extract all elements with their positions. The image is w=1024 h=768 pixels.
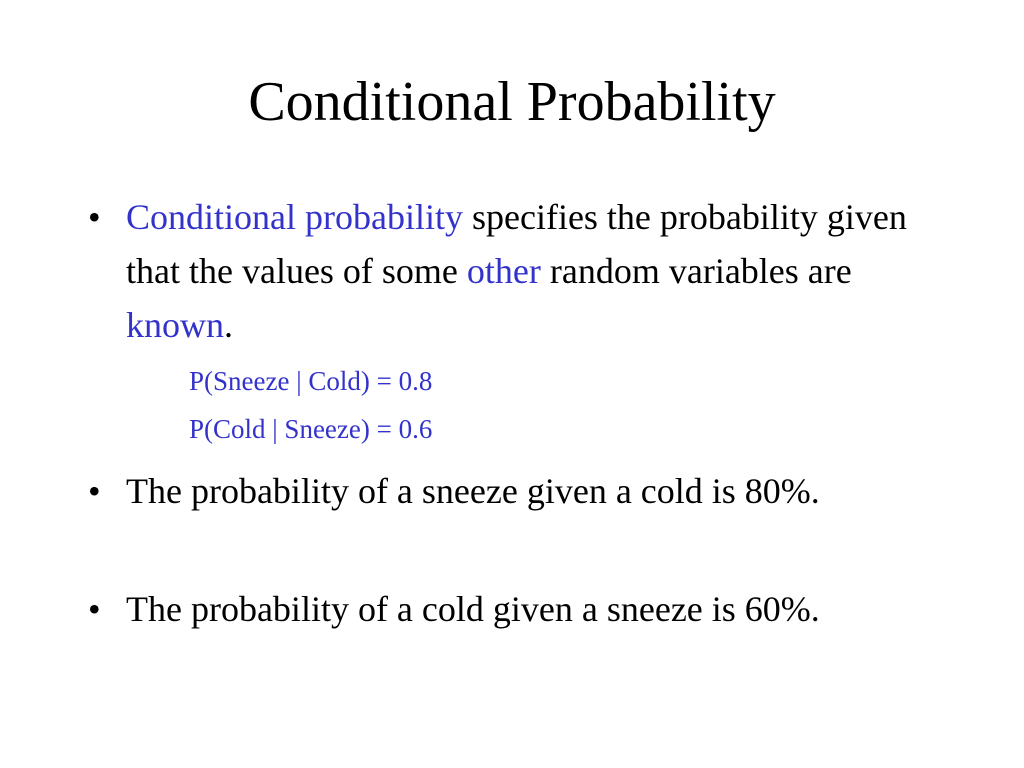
bullet-text: The probability of a cold given a sneeze is 60%. [126,589,820,629]
bullet-icon: • [88,589,101,629]
bullet-text-part: specifies the probability given that the values of some [126,197,907,291]
bullet-item-sneeze-given-cold [88,464,918,518]
bullet-icon: • [88,197,101,237]
slide-title: Conditional Probability [248,71,776,133]
term-known: known [126,305,224,345]
bullet-text-part: random variables are [540,251,852,291]
sub-item-p-sneeze-given-cold: P(Sneeze | Cold) = 0.8 [189,366,433,396]
sub-item-p-cold-given-sneeze: P(Cold | Sneeze) = 0.6 [189,414,433,444]
bullet-text [126,190,918,352]
bullet-text-part: . [224,305,233,345]
bullet-icon: • [88,471,101,511]
term-other: other [466,251,541,291]
bullet-item-cold-given-sneeze [88,582,918,636]
bullet-text: The probability of a sneeze given a cold is 80%. [126,471,820,511]
term-conditional-probability: Conditional probability [126,197,463,237]
bullet-item-conditional-probability [88,190,918,352]
